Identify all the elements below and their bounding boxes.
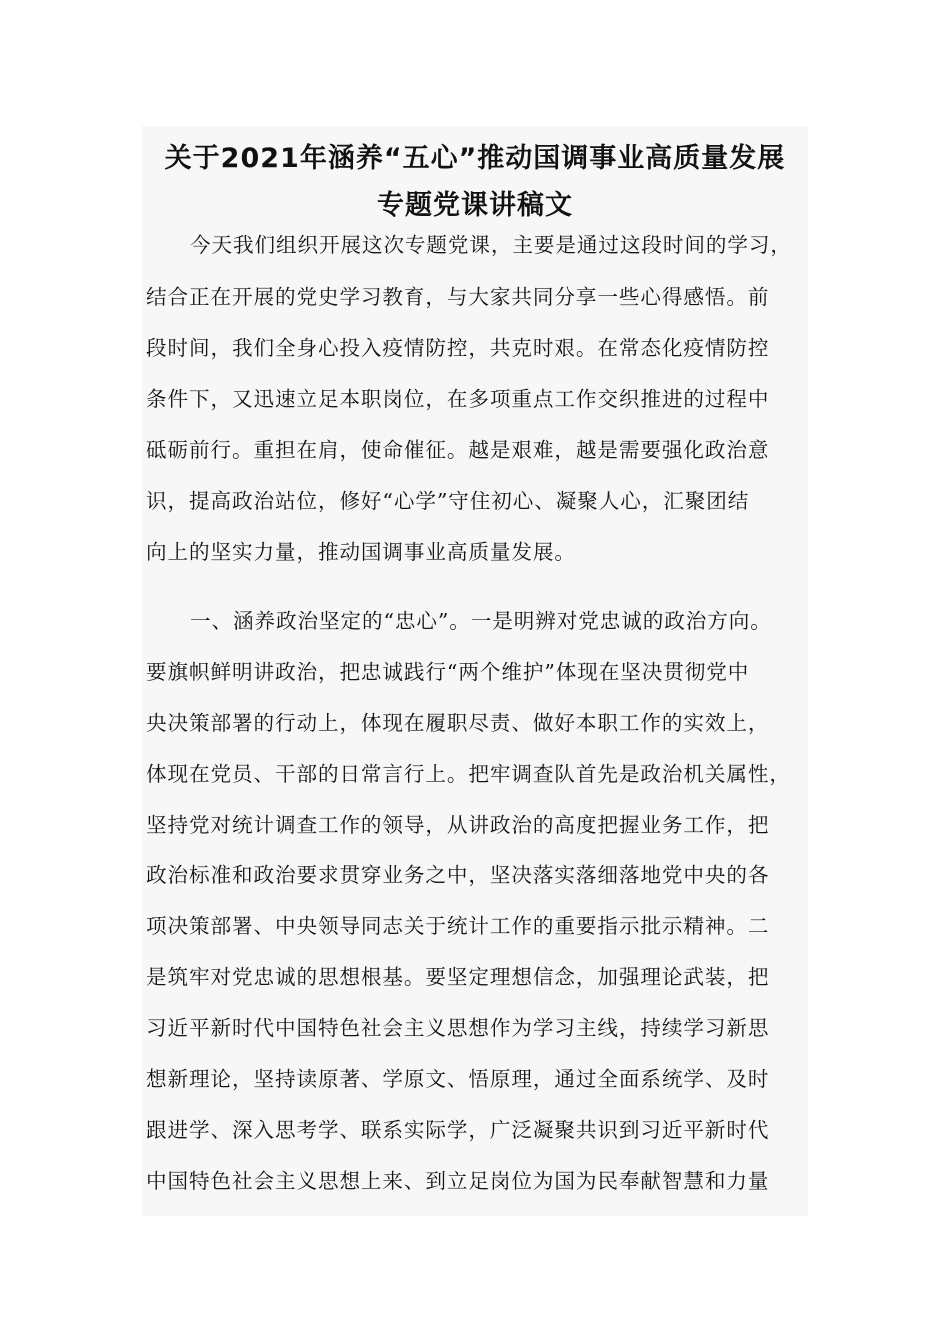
paragraph-line: 习近平新时代中国特色社会主义思想作为学习主线，持续学习新思: [146, 1016, 770, 1040]
paragraph-line: 段时间，我们全身心投入疫情防控，共克时艰。在常态化疫情防控: [146, 336, 770, 360]
paragraph-line: 体现在党员、干部的日常言行上。把牢调查队首先是政治机关属性，: [146, 762, 791, 786]
paragraph-line: 识，提高政治站位，修好“心学”守住初心、凝聚人心，汇聚团结: [146, 489, 750, 513]
paragraph-line: 央决策部署的行动上，体现在履职尽责、做好本职工作的实效上，: [146, 711, 770, 735]
paragraph-line: 向上的坚实力量，推动国调事业高质量发展。: [146, 540, 576, 564]
paragraph-line: 是筑牢对党忠诚的思想根基。要坚定理想信念，加强理论武装，把: [146, 965, 770, 989]
paragraph-line: 条件下，又迅速立足本职岗位，在多项重点工作交织推进的过程中: [146, 387, 770, 411]
document-title-line-1: 关于2021年涵养“五心”推动国调事业高质量发展: [164, 143, 786, 174]
paragraph-line: 砥砺前行。重担在肩，使命催征。越是艰难，越是需要强化政治意: [146, 438, 770, 462]
paragraph-line: 坚持党对统计调查工作的领导，从讲政治的高度把握业务工作，把: [146, 813, 770, 837]
paragraph-line: 想新理论，坚持读原著、学原文、悟原理，通过全面系统学、及时: [146, 1067, 770, 1091]
paragraph-line: 政治标准和政治要求贯穿业务之中，坚决落实落细落地党中央的各: [146, 863, 770, 887]
paragraph-line: 中国特色社会主义思想上来、到立足岗位为国为民奉献智慧和力量: [146, 1169, 770, 1193]
paragraph-line: 结合正在开展的党史学习教育，与大家共同分享一些心得感悟。前: [146, 285, 770, 309]
paragraph-line: 跟进学、深入思考学、联系实际学，广泛凝聚共识到习近平新时代: [146, 1118, 770, 1142]
document-title-line-2: 专题党课讲稿文: [377, 190, 573, 221]
paragraph-line: 要旗帜鲜明讲政治，把忠诚践行“两个维护”体现在坚决贯彻党中: [146, 660, 750, 684]
paragraph-line: 一、涵养政治坚定的“忠心”。一是明辨对党忠诚的政治方向。: [190, 609, 772, 633]
paragraph-line: 项决策部署、中央领导同志关于统计工作的重要指示批示精神。二: [146, 914, 770, 938]
paragraph-line: 今天我们组织开展这次专题党课，主要是通过这段时间的学习，: [190, 233, 792, 257]
